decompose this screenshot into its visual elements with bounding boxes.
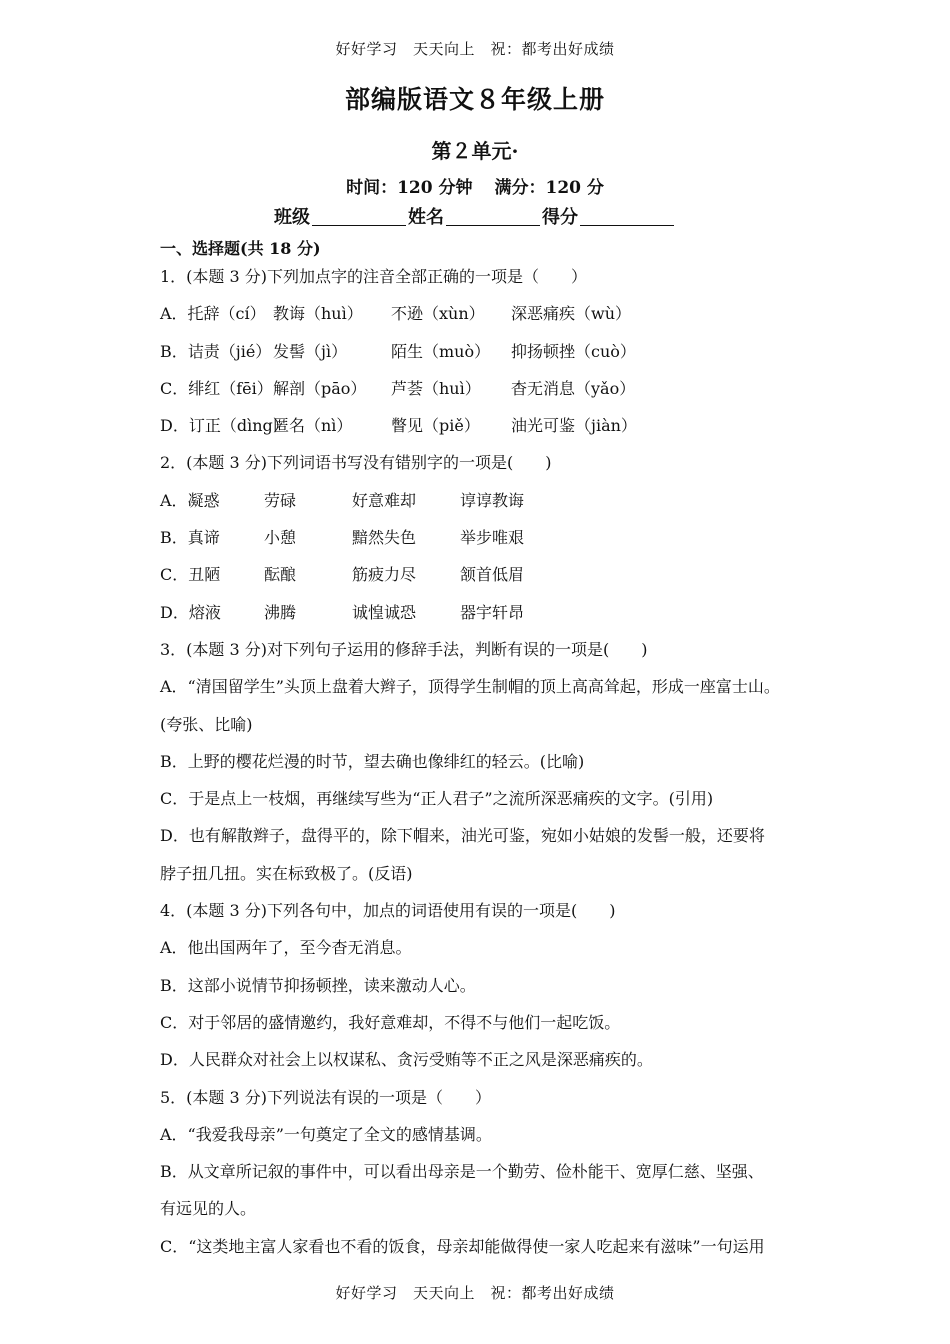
name-blank[interactable] [446, 207, 540, 226]
q1-option-a [160, 300, 820, 337]
q2-c-item: C．丑陋 [160, 565, 221, 585]
q1-d-item: 匿名（nì） [273, 416, 353, 436]
q3-stem: 3．(本题 3 分)对下列句子运用的修辞手法，判断有误的一项是( ) [160, 639, 648, 659]
class-blank[interactable] [312, 207, 406, 226]
q1-stem: 1．(本题 3 分)下列加点字的注音全部正确的一项是（ ） [160, 267, 588, 286]
q1-b-item: 发髻（jì） [273, 341, 348, 361]
q2-b-item: 举步唯艰 [460, 528, 525, 548]
q2-c-item: 酝酿 [264, 565, 297, 585]
q5-option-b: B．从文章所记叙的事件中，可以看出母亲是一个勤劳、俭朴能干、宽厚仁慈、坚强、 [160, 1162, 764, 1182]
q4-stem: 4．(本题 3 分)下列各句中，加点的词语使用有误的一项是( ) [160, 901, 616, 921]
name-label: 姓名 [408, 207, 444, 228]
page-header: 好好学习 天天向上 祝：都考出好成绩 [335, 40, 615, 58]
score-blank[interactable] [580, 207, 674, 226]
q1-option-c [160, 375, 820, 412]
q2-option-a [160, 487, 820, 524]
q2-d-item: D．熔液 [160, 602, 221, 622]
q2-option-c [160, 561, 820, 598]
q3-option-a-cont: (夸张、比喻) [160, 714, 253, 734]
q2-c-item: 筋疲力尽 [352, 565, 417, 585]
q2-d-item: 沸腾 [264, 602, 297, 622]
q1-option-d [160, 412, 820, 449]
q5-option-b-cont: 有远见的人。 [160, 1199, 257, 1219]
q2-option-b [160, 524, 820, 561]
q2-b-item: B．真谛 [160, 528, 220, 548]
unit-subtitle: 第２单元· [431, 139, 519, 163]
class-label: 班级 [274, 207, 310, 228]
document-title: 部编版语文８年级上册 [344, 85, 605, 114]
q1-c-item: 杳无消息（yǎo） [511, 378, 636, 398]
q1-a-item: 教诲（huì） [273, 304, 363, 324]
q1-b-item: B．诘责（jié） [160, 341, 272, 361]
q5-option-a: A．“我爱我母亲”一句奠定了全文的感情基调。 [160, 1124, 492, 1144]
score-info: 满分：120 分 [494, 178, 604, 198]
q4-option-a: A．他出国两年了，至今杳无消息。 [160, 938, 412, 958]
q2-a-item: 好意难却 [352, 490, 417, 510]
q2-a-item: 劳碌 [264, 490, 297, 510]
q1-c-item: 芦荟（huì） [391, 378, 481, 398]
q1-c-item: C．绯红（fēi） [160, 378, 273, 398]
q1-d-item: D．订正（dìng） [160, 416, 289, 436]
q3-option-d-cont: 脖子扭几扭。实在标致极了。(反语) [160, 863, 413, 883]
q3-option-a: A．“清国留学生”头顶上盘着大辫子，顶得学生制帽的顶上高高耸起，形成一座富士山。 [160, 677, 780, 697]
q2-option-d [160, 599, 820, 636]
q1-b-item: 抑扬顿挫（cuò） [511, 341, 636, 361]
q2-d-item: 器宇轩昂 [460, 602, 525, 622]
q5-stem: 5．(本题 3 分)下列说法有误的一项是（ ） [160, 1087, 492, 1107]
q1-a-item: A．托辞（cí） [160, 304, 266, 324]
q2-stem: 2．(本题 3 分)下列词语书写没有错别字的一项是( ) [160, 453, 552, 473]
q1-c-item: 解剖（pāo） [273, 378, 367, 398]
q4-option-c: C．对于邻居的盛情邀约，我好意难却，不得不与他们一起吃饭。 [160, 1012, 621, 1032]
page-footer: 好好学习 天天向上 祝：都考出好成绩 [335, 1284, 615, 1302]
student-info-fields [0, 203, 950, 229]
q1-d-item: 油光可鉴（jiàn） [511, 416, 637, 436]
exam-meta [0, 173, 950, 198]
q1-d-item: 瞥见（piě） [391, 416, 480, 436]
time-info: 时间：120 分钟 [346, 178, 473, 198]
q2-c-item: 颔首低眉 [460, 565, 525, 585]
q5-option-c: C．“这类地主富人家看也不看的饭食，母亲却能做得使一家人吃起来有滋味”一句运用 [160, 1236, 765, 1256]
q2-d-item: 诚惶诚恐 [352, 602, 417, 622]
q4-option-d: D．人民群众对社会上以权谋私、贪污受贿等不正之风是深恶痛疾的。 [160, 1050, 653, 1070]
q1-b-item: 陌生（muò） [391, 341, 491, 361]
q2-b-item: 黯然失色 [352, 528, 417, 548]
q2-b-item: 小憩 [264, 528, 297, 548]
q1-option-b [160, 338, 820, 375]
q2-a-item: A．凝惑 [160, 490, 220, 510]
question-content [160, 263, 820, 1270]
q1-a-item: 深恶痛疾（wù） [511, 304, 632, 324]
q4-option-b: B．这部小说情节抑扬顿挫，读来激动人心。 [160, 975, 476, 995]
q3-option-b: B．上野的樱花烂漫的时节，望去确也像绯红的轻云。(比喻) [160, 751, 585, 771]
q2-a-item: 谆谆教诲 [460, 490, 525, 510]
q3-option-d: D．也有解散辫子，盘得平的，除下帽来，油光可鉴，宛如小姑娘的发髻一般，还要将 [160, 826, 765, 846]
q1-a-item: 不逊（xùn） [391, 304, 485, 324]
q3-option-c: C．于是点上一枝烟，再继续写些为“正人君子”之流所深恶痛疾的文字。(引用) [160, 789, 714, 809]
score-label: 得分 [542, 207, 578, 228]
section-heading: 一、选择题(共 18 分) [160, 239, 321, 258]
